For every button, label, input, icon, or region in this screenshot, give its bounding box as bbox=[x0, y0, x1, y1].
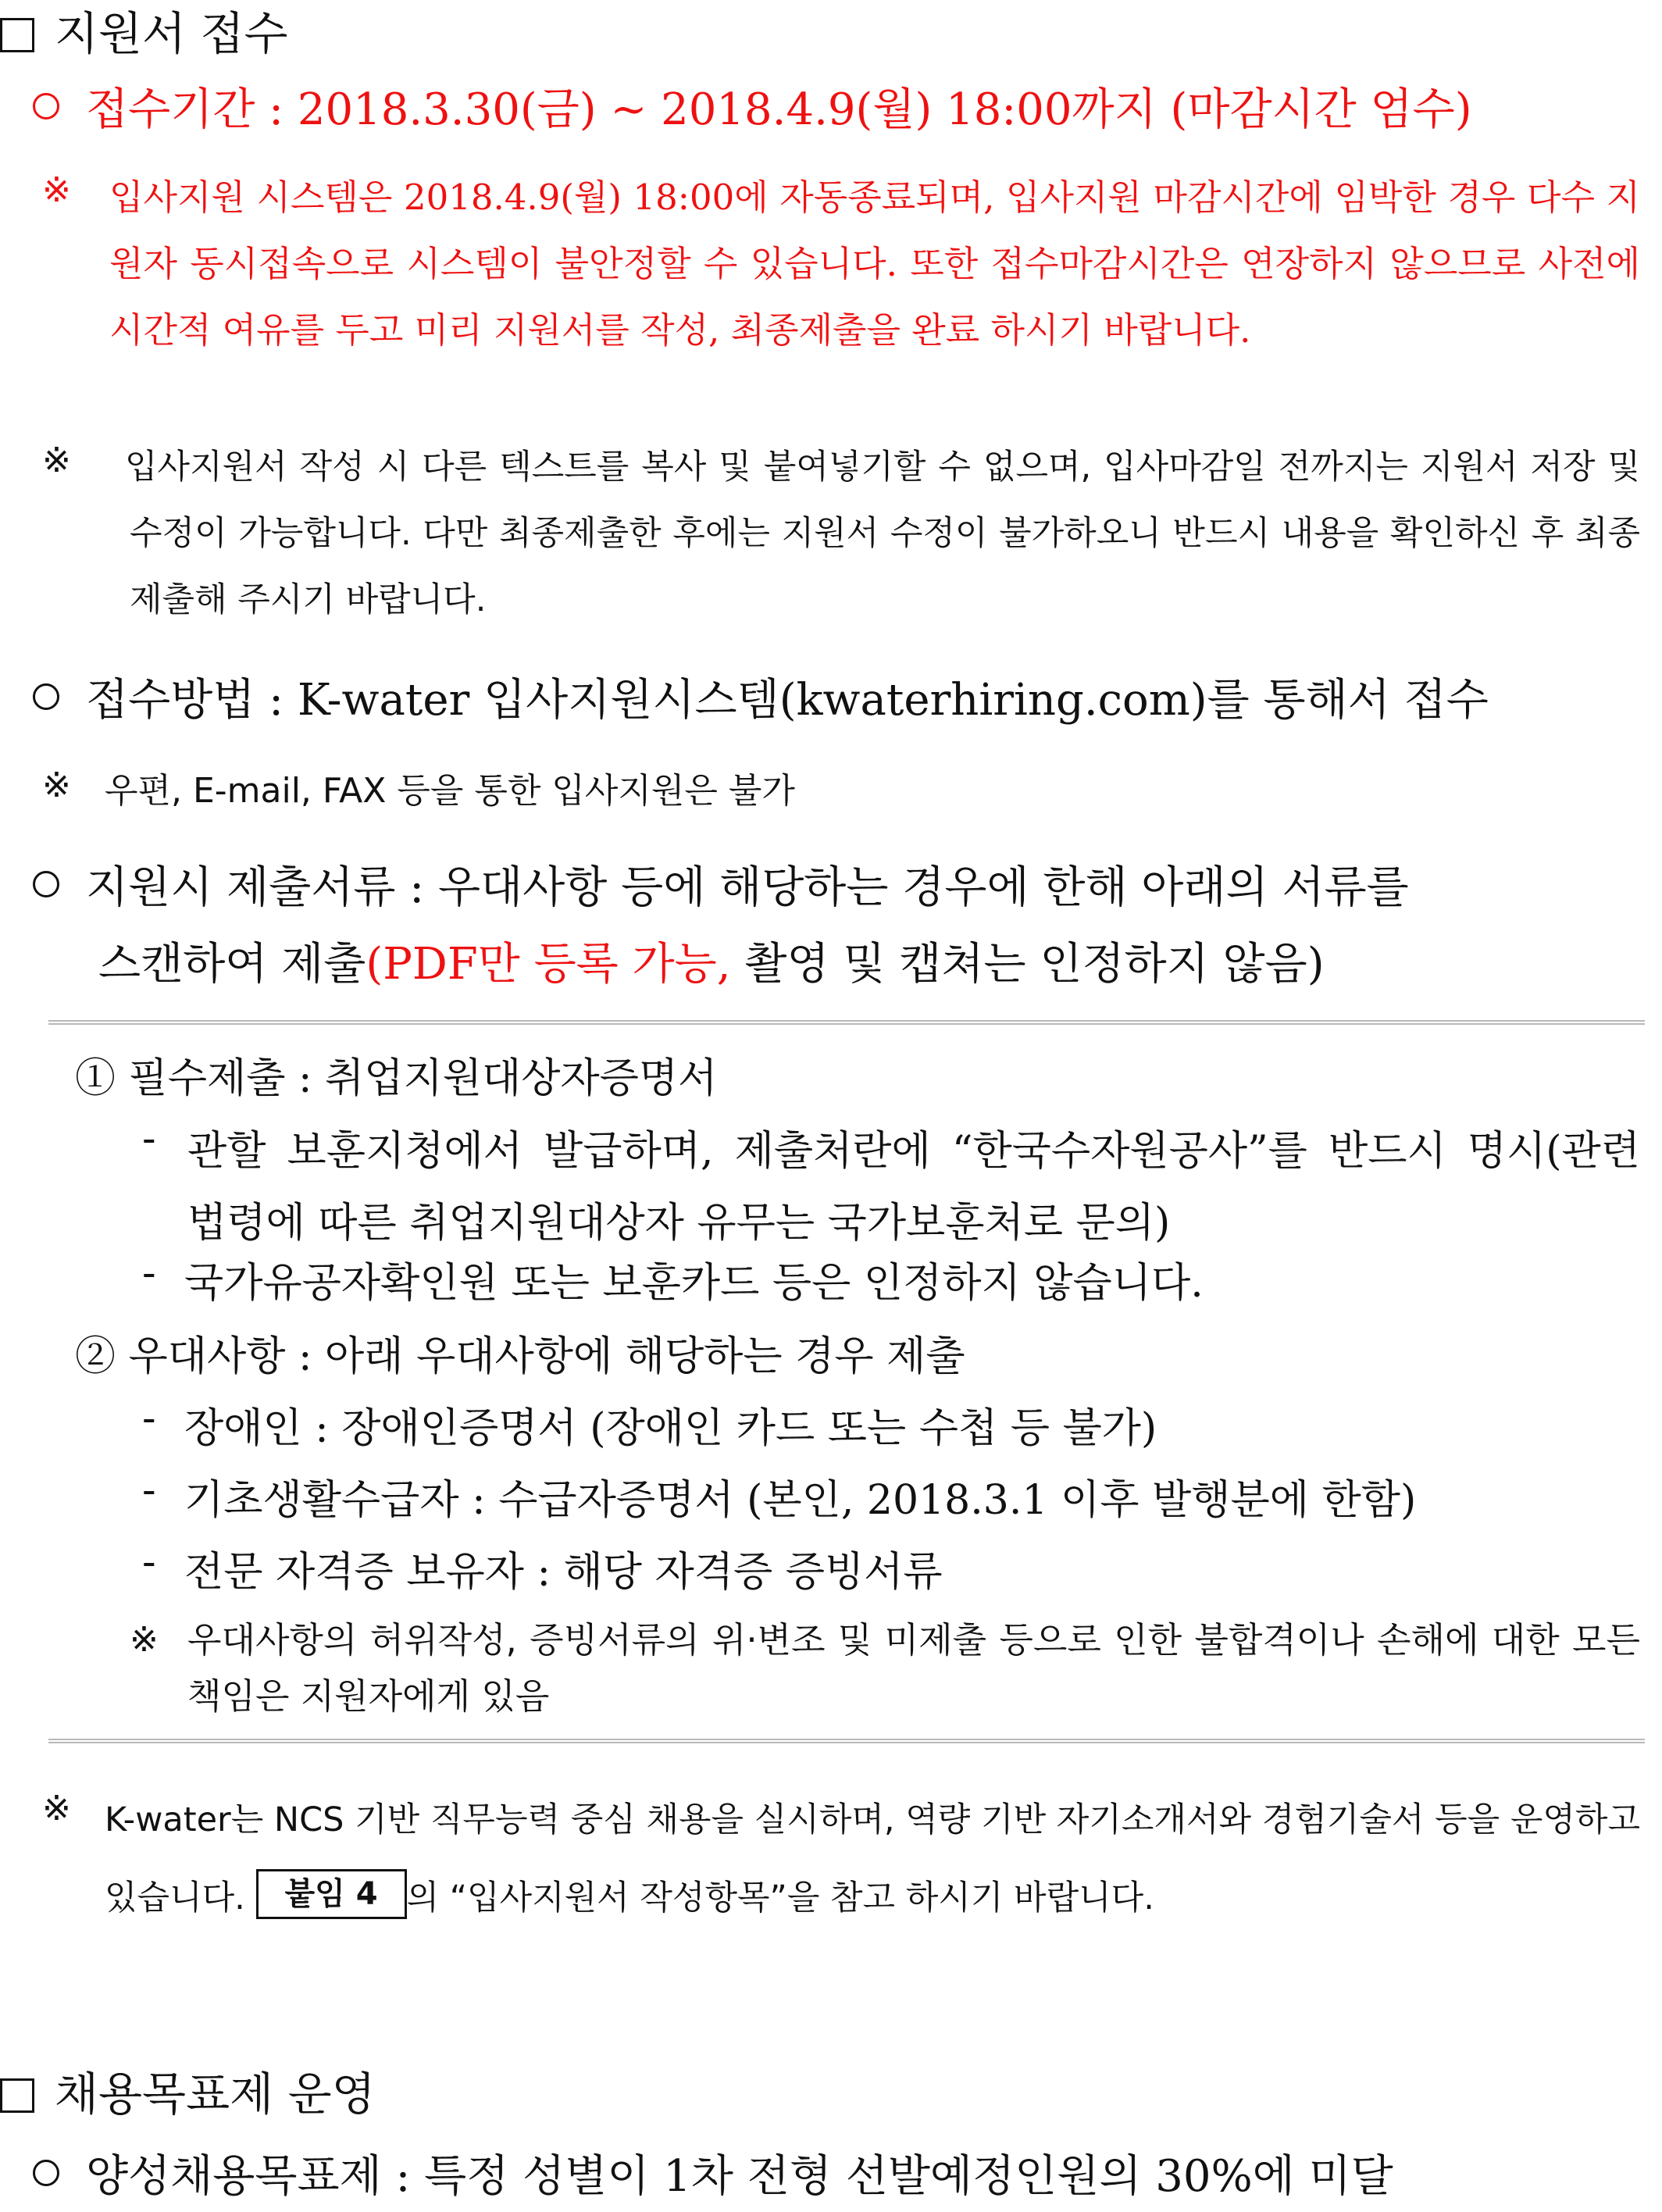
square-bullet-icon bbox=[0, 18, 34, 52]
dash-icon: - bbox=[142, 1467, 156, 1514]
required-submission-title: ① 필수제출 : 취업지원대상자증명서 bbox=[75, 1055, 718, 1102]
required-item: 국가유공자확인원 또는 보훈카드 등은 인정하지 않습니다. bbox=[184, 1260, 1204, 1307]
preference-item: 장애인 : 장애인증명서 (장애인 카드 또는 수첩 등 불가) bbox=[184, 1405, 1157, 1452]
note-mark-icon: ※ bbox=[42, 170, 71, 210]
box-top-rule bbox=[48, 1020, 1645, 1025]
note-mark-icon: ※ bbox=[130, 1620, 159, 1660]
required-item: 관할 보훈지청에서 발급하며, 제출처란에 “한국수자원공사”를 반드시 명시(관련 법령에 따른 취업지원대상자 유무는 국가보훈처로 문의) bbox=[187, 1128, 1640, 1247]
preference-item: 기초생활수급자 : 수급자증명서 (본인, 2018.3.1 이후 발행분에 한함) bbox=[184, 1477, 1417, 1524]
note-mark-icon: ※ bbox=[42, 765, 71, 805]
required-documents-line2: 스캔하여 제출(PDF만 등록 가능, 촬영 및 캡쳐는 인정하지 않음) bbox=[98, 939, 1325, 990]
circle-bullet-icon bbox=[33, 871, 59, 897]
note-ncs: K-water는 NCS 기반 직무능력 중심 채용을 실시하며, 역량 기반 자기소개서와 경험기술서 등을 운영하고 있습니다. 붙임 4 의 “입사지원서 작성항목”을 참고 하시기 바랍니다. bbox=[105, 1800, 1640, 1918]
circle-bullet-icon bbox=[33, 2160, 59, 2186]
dash-icon: - bbox=[142, 1395, 156, 1442]
note-copy-paste: 입사지원서 작성 시 다른 텍스트를 복사 및 붙여넣기할 수 없으며, 입사마감일 전까지는 지원서 저장 및 수정이 가능합니다. 다만 최종제출한 후에는 지원서 수정이 불가하오니 반드시 내용을 확인하신 후 최종제출해 주시기 바랍니다. bbox=[125, 448, 1640, 619]
gender-target-line: 양성채용목표제 : 특정 성별이 1차 전형 선발예정인원의 30%에 미달 bbox=[33, 2142, 1393, 2204]
dash-icon: - bbox=[142, 1250, 156, 1297]
preference-title: ② 우대사항 : 아래 우대사항에 해당하는 경우 제출 bbox=[75, 1333, 965, 1380]
box-bottom-rule bbox=[48, 1739, 1645, 1743]
application-period: 접수기간 : 2018.3.30(금) ~ 2018.4.9(월) 18:00까지 (마감시간 엄수) bbox=[33, 75, 1472, 137]
circle-bullet-icon bbox=[33, 683, 59, 710]
note-false-statement: 우대사항의 허위작성, 증빙서류의 위·변조 및 미제출 등으로 인한 불합격이나 손해에 대한 모든 책임은 지원자에게 있음 bbox=[187, 1619, 1640, 1717]
note-system-shutdown: 입사지원 시스템은 2018.4.9(월) 18:00에 자동종료되며, 입사지원 마감시간에 임박한 경우 다수 지원자 동시접속으로 시스템이 불안정할 수 있습니다. 또한 접수마감시간은 연장하지 않으므로 사전에 시간적 여유를 두고 미리 지원서를 작성, 최종제출을 완료 하시기 바랍니다. bbox=[109, 177, 1640, 351]
application-method: 접수방법 : K-water 입사지원시스템(kwaterhiring.com)를 통해서 접수 bbox=[33, 665, 1489, 728]
circle-bullet-icon bbox=[33, 93, 59, 120]
note-mark-icon: ※ bbox=[42, 441, 71, 480]
square-bullet-icon bbox=[0, 2078, 34, 2113]
required-documents-line1: 지원시 제출서류 : 우대사항 등에 해당하는 경우에 한해 아래의 서류를 bbox=[33, 853, 1409, 915]
note-mark-icon: ※ bbox=[42, 1789, 71, 1828]
attachment-badge: 붙임 4 bbox=[256, 1869, 407, 1919]
dash-icon: - bbox=[142, 1539, 156, 1586]
note-other-methods: 우편, E-mail, FAX 등을 통한 입사지원은 불가 bbox=[105, 771, 795, 811]
section-title-hiring-target: 채용목표제 운영 bbox=[0, 2057, 376, 2123]
section-title-application: 지원서 접수 bbox=[0, 0, 288, 62]
dash-icon: - bbox=[142, 1115, 156, 1162]
preference-item: 전문 자격증 보유자 : 해당 자격증 증빙서류 bbox=[184, 1549, 943, 1596]
